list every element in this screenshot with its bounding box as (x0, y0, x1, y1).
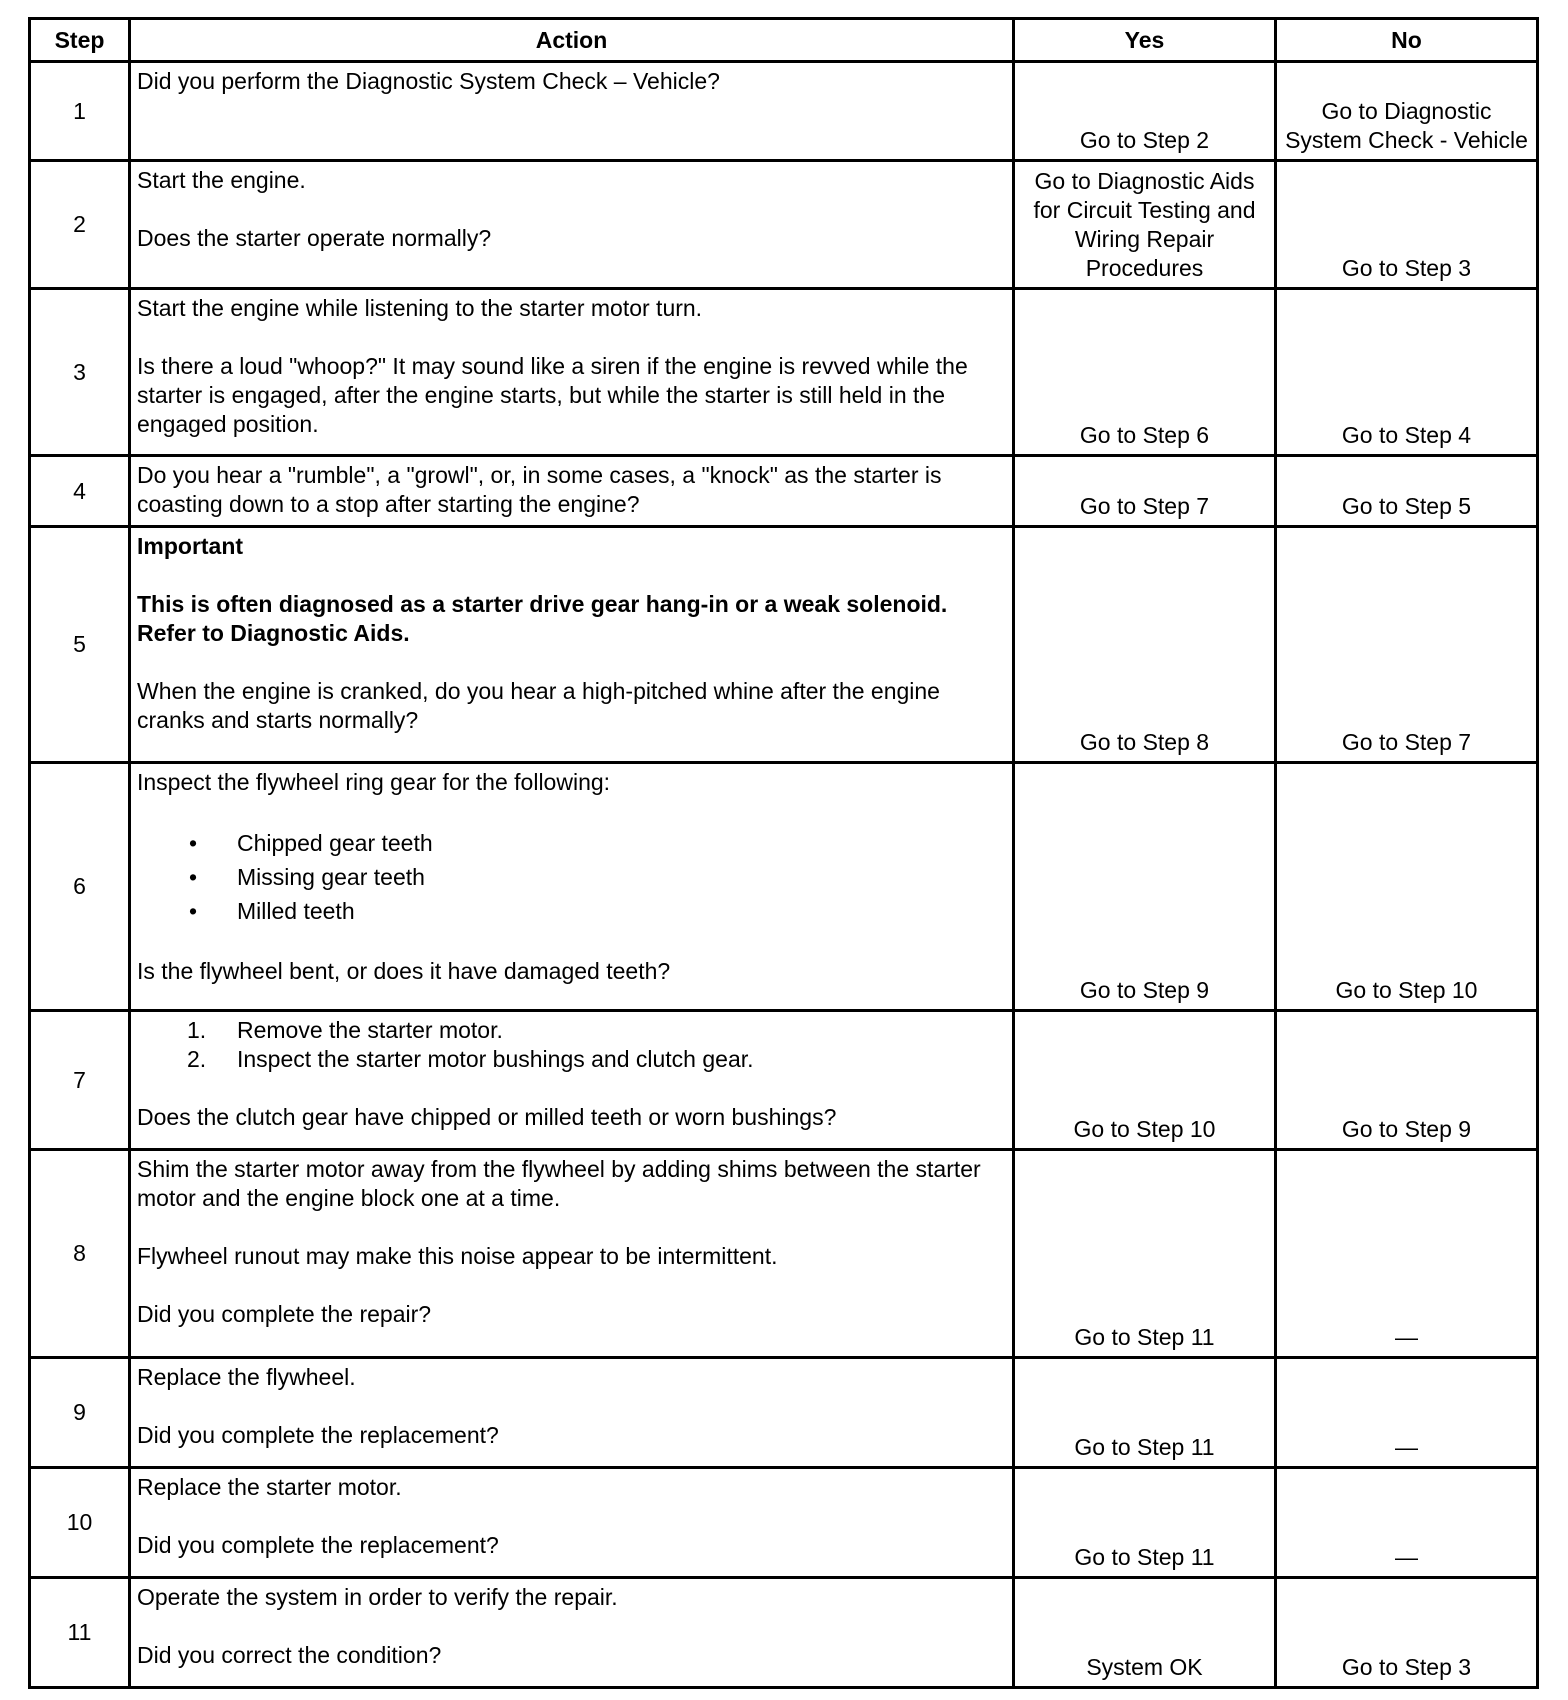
action-cell (130, 456, 1014, 527)
item-text: Remove the starter motor. (237, 1017, 503, 1043)
step-number: 6 (30, 763, 130, 1011)
action-text: Replace the flywheel. (137, 1364, 356, 1390)
action-text: Inspect the flywheel ring gear for the following: (137, 769, 611, 795)
step-number: 3 (30, 289, 130, 456)
action-text: Shim the starter motor away from the flywheel by adding shims between the starter motor and the engine block one at a time. (137, 1156, 981, 1211)
header-row (30, 19, 1538, 62)
action-cell (130, 1578, 1014, 1688)
action-text: Does the clutch gear have chipped or milled teeth or worn bushings? (137, 1104, 837, 1130)
no-result: — (1276, 1358, 1538, 1468)
action-text: When the engine is cranked, do you hear a high-pitched whine after the engine cranks and starts normally? (137, 678, 940, 733)
table-row (30, 1468, 1538, 1578)
action-text: Did you correct the condition? (137, 1642, 442, 1668)
yes-result: Go to Step 10 (1014, 1011, 1276, 1150)
item-text: Inspect the starter motor bushings and clutch gear. (237, 1046, 754, 1072)
item-number: 1. (187, 1017, 207, 1043)
header-action: Action (130, 19, 1014, 62)
action-text: Do you hear a "rumble", a "growl", or, in some cases, a "knock" as the starter is coasting down to a stop after starting the engine? (137, 462, 942, 517)
action-text: Does the starter operate normally? (137, 225, 492, 251)
table-row (30, 456, 1538, 527)
no-result: Go to Step 10 (1276, 763, 1538, 1011)
table-row (30, 763, 1538, 1011)
bullet-item: • Chipped gear teeth (137, 826, 1004, 860)
no-result: Go to Step 5 (1276, 456, 1538, 527)
bullet-item: • Milled teeth (137, 894, 1004, 928)
step-number: 11 (30, 1578, 130, 1688)
step-number: 4 (30, 456, 130, 527)
yes-result: Go to Step 7 (1014, 456, 1276, 527)
table-row (30, 1358, 1538, 1468)
action-cell (130, 62, 1014, 161)
action-cell (130, 1011, 1014, 1150)
numbered-list (137, 1016, 1004, 1074)
no-result: — (1276, 1468, 1538, 1578)
step-number: 10 (30, 1468, 130, 1578)
table-row (30, 1150, 1538, 1358)
action-cell (130, 527, 1014, 763)
yes-result: Go to Step 2 (1014, 62, 1276, 161)
action-text: Replace the starter motor. (137, 1474, 402, 1500)
step-number: 5 (30, 527, 130, 763)
no-result: Go to Step 4 (1276, 289, 1538, 456)
yes-result: Go to Step 11 (1014, 1358, 1276, 1468)
table-row (30, 1578, 1538, 1688)
action-cell (130, 289, 1014, 456)
header-step: Step (30, 19, 130, 62)
action-text: Did you complete the replacement? (137, 1532, 499, 1558)
yes-result: Go to Step 6 (1014, 289, 1276, 456)
action-text: Start the engine while listening to the starter motor turn. (137, 295, 703, 321)
action-cell (130, 1358, 1014, 1468)
action-cell (130, 763, 1014, 1011)
bullet-list (137, 826, 1004, 928)
action-text: Start the engine. (137, 167, 306, 193)
step-number: 1 (30, 62, 130, 161)
bullet-item: • Missing gear teeth (137, 860, 1004, 894)
table-row (30, 289, 1538, 456)
action-text: Is there a loud "whoop?" It may sound like a siren if the engine is revved while the starter is engaged, after the engine starts, but while the starter is still held in the engaged position. (137, 353, 968, 437)
important-note: This is often diagnosed as a starter drive gear hang-in or a weak solenoid. Refer to Diagnostic Aids. (137, 591, 948, 646)
yes-result: Go to Step 11 (1014, 1468, 1276, 1578)
yes-result: Go to Step 11 (1014, 1150, 1276, 1358)
yes-result: Go to Step 8 (1014, 527, 1276, 763)
action-text: Is the flywheel bent, or does it have damaged teeth? (137, 958, 671, 984)
step-number: 9 (30, 1358, 130, 1468)
action-cell (130, 1150, 1014, 1358)
no-result: Go to Step 9 (1276, 1011, 1538, 1150)
action-text: Did you complete the repair? (137, 1301, 432, 1327)
yes-result: Go to Step 9 (1014, 763, 1276, 1011)
action-cell (130, 1468, 1014, 1578)
table-body (30, 62, 1538, 1688)
action-text: Did you perform the Diagnostic System Check – Vehicle? (137, 68, 720, 94)
important-note: Important (137, 533, 244, 559)
action-cell (130, 161, 1014, 289)
no-result: — (1276, 1150, 1538, 1358)
table-row (30, 62, 1538, 161)
diagnostic-table (28, 17, 1539, 1689)
table-row (30, 527, 1538, 763)
header-no: No (1276, 19, 1538, 62)
action-text: Operate the system in order to verify the repair. (137, 1584, 618, 1610)
action-text: Flywheel runout may make this noise appear to be intermittent. (137, 1243, 778, 1269)
step-number: 7 (30, 1011, 130, 1150)
numbered-item (137, 1045, 1004, 1074)
action-text: Did you complete the replacement? (137, 1422, 499, 1448)
table-row (30, 1011, 1538, 1150)
step-number: 2 (30, 161, 130, 289)
step-number: 8 (30, 1150, 130, 1358)
yes-result: System OK (1014, 1578, 1276, 1688)
no-result: Go to Step 3 (1276, 1578, 1538, 1688)
numbered-item (137, 1016, 1004, 1045)
yes-result: Go to Diagnostic Aids for Circuit Testing and Wiring Repair Procedures (1014, 161, 1276, 289)
no-result: Go to Diagnostic System Check - Vehicle (1276, 62, 1538, 161)
no-result: Go to Step 3 (1276, 161, 1538, 289)
item-number: 2. (187, 1046, 207, 1072)
table-row (30, 161, 1538, 289)
header-yes: Yes (1014, 19, 1276, 62)
no-result: Go to Step 7 (1276, 527, 1538, 763)
